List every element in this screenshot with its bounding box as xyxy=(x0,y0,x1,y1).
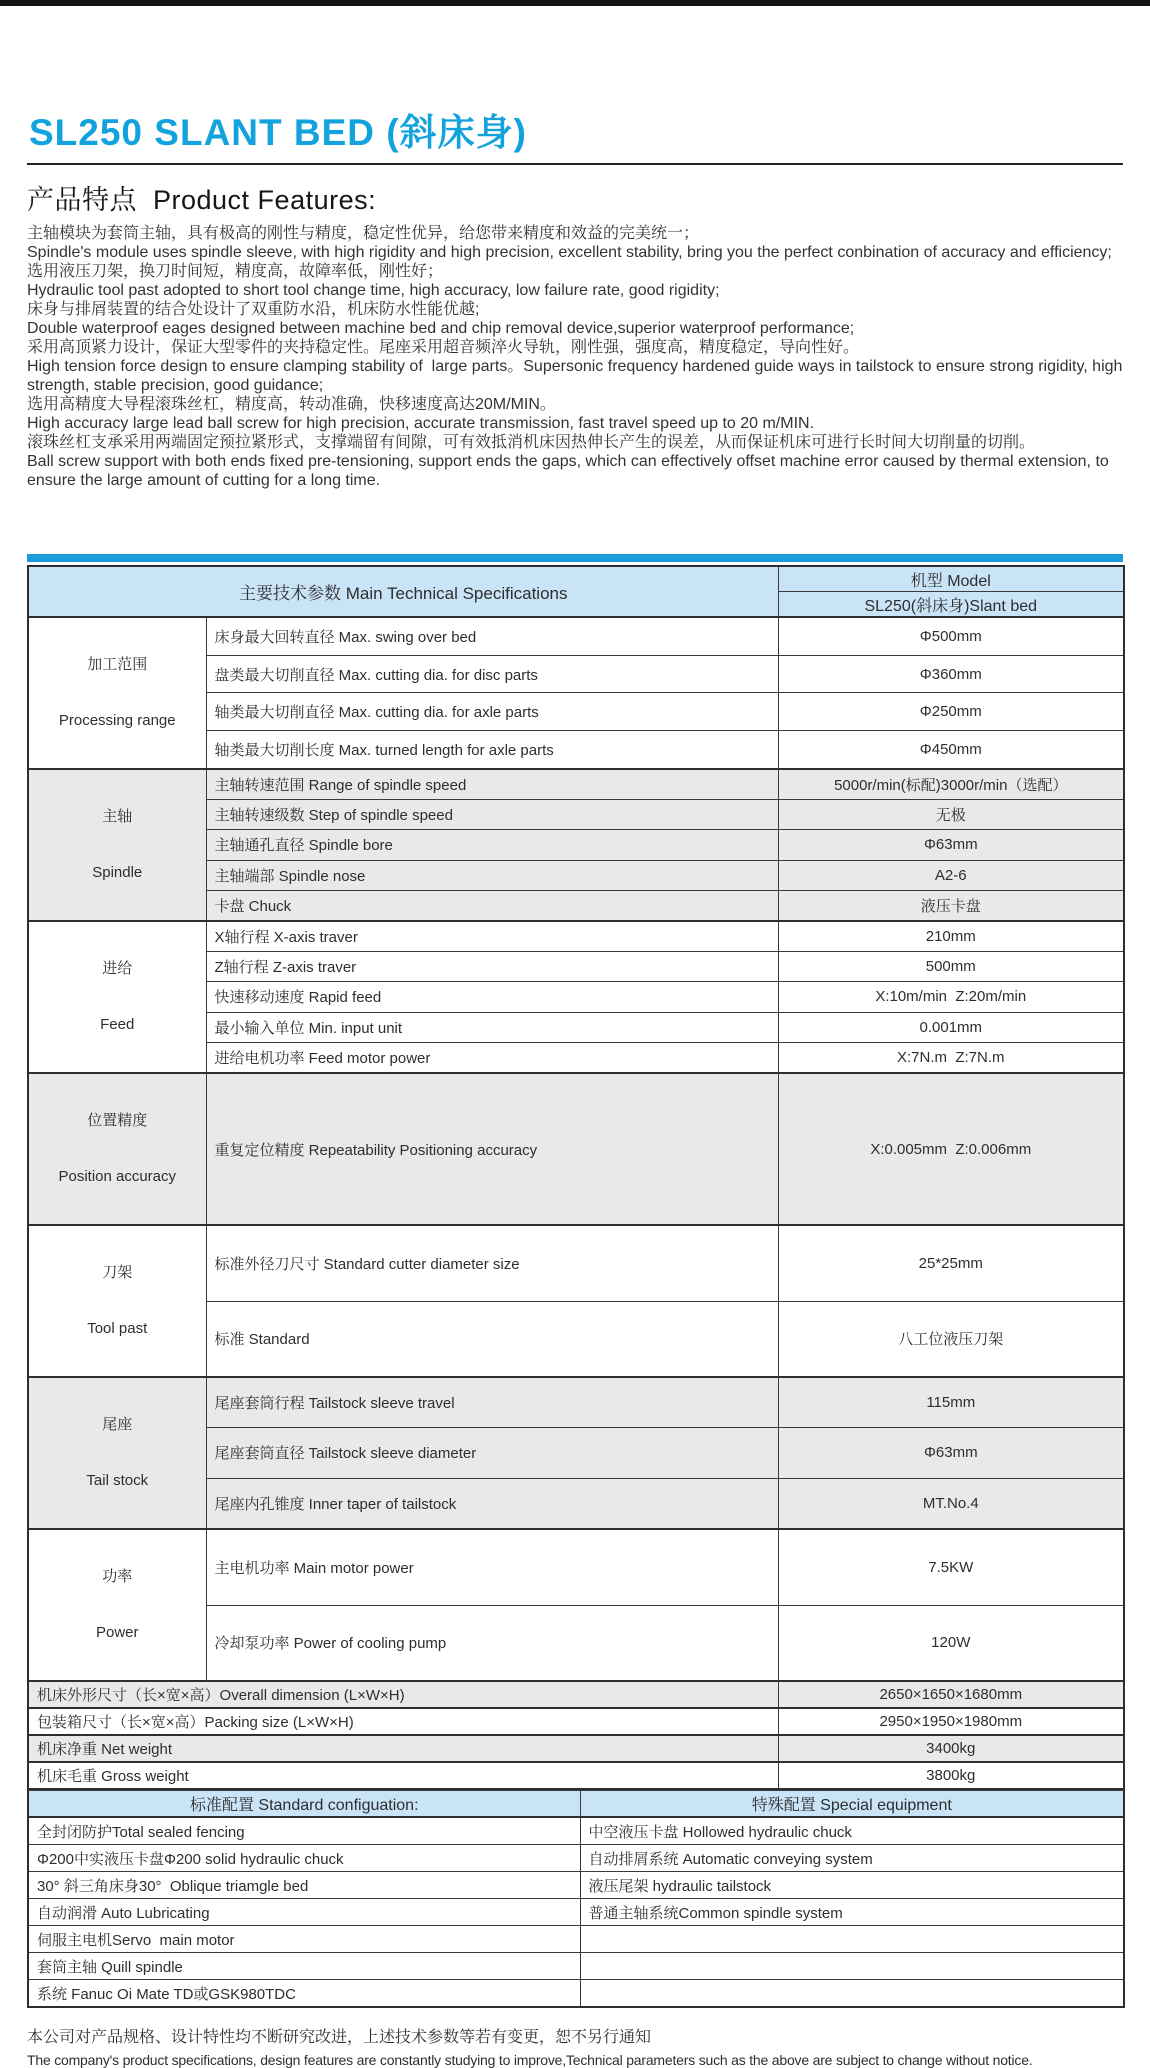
spec-value: 2650×1650×1680mm xyxy=(778,1681,1124,1708)
spec-label: 最小输入单位 Min. input unit xyxy=(206,1012,778,1042)
footer-note-en: The company's product specifications, design features are constantly studying to improve,Technical parameters such as the above are subject to change without notice. xyxy=(27,2052,1033,2068)
table-row xyxy=(28,1817,1124,1845)
spec-value: 无极 xyxy=(778,800,1124,830)
standard-config-item: 伺服主电机Servo main motor xyxy=(28,1926,580,1953)
spec-value: Φ63mm xyxy=(778,1428,1124,1478)
footer-note xyxy=(27,2024,1123,2068)
spec-header-model: 机型 Model xyxy=(778,566,1124,592)
spec-label: 标准 Standard xyxy=(206,1301,778,1377)
feature-line: Double waterproof eages designed between machine bed and chip removal device,superior waterproof performance; xyxy=(27,320,855,337)
page-content xyxy=(27,6,1127,2068)
special-equipment-item: 自动排屑系统 Automatic conveying system xyxy=(580,1845,1124,1872)
spec-label: 盘类最大切削直径 Max. cutting dia. for disc parts xyxy=(206,655,778,693)
spec-value: 3800kg xyxy=(778,1762,1124,1789)
spec-value: Φ250mm xyxy=(778,693,1124,731)
category-cell-tail-stock xyxy=(28,1377,206,1529)
spec-value: X:0.005mm Z:0.006mm xyxy=(778,1073,1124,1225)
spec-label: 进给电机功率 Feed motor power xyxy=(206,1042,778,1073)
config-header-row xyxy=(28,1791,1124,1818)
spec-value: 2950×1950×1980mm xyxy=(778,1708,1124,1735)
table-row xyxy=(28,1872,1124,1899)
table-row xyxy=(28,921,1124,952)
spec-label: 卡盘 Chuck xyxy=(206,890,778,921)
category-en: Power xyxy=(95,1623,139,1641)
spec-value: Φ360mm xyxy=(778,655,1124,693)
feature-line: High accuracy large lead ball screw for high precision, accurate transmission, fast travel speed up to 20 m/MIN. xyxy=(27,415,815,432)
table-row xyxy=(28,1926,1124,1953)
spec-label: 床身最大回转直径 Max. swing over bed xyxy=(206,617,778,655)
spec-header-row xyxy=(28,566,1124,592)
special-equipment-item xyxy=(580,1953,1124,1980)
spec-value: 3400kg xyxy=(778,1735,1124,1762)
category-cell-tool-past xyxy=(28,1225,206,1377)
spec-value: 115mm xyxy=(778,1377,1124,1428)
category-en: Processing range xyxy=(58,711,176,729)
category-cn: 主轴 xyxy=(102,807,133,825)
category-cn: 刀架 xyxy=(102,1263,133,1281)
spec-label: 重复定位精度 Repeatability Positioning accuracy xyxy=(206,1073,778,1225)
spec-value: 500mm xyxy=(778,952,1124,982)
table-row xyxy=(28,1377,1124,1428)
special-equipment-item: 中空液压卡盘 Hollowed hydraulic chuck xyxy=(580,1817,1124,1845)
spec-label: 主轴通孔直径 Spindle bore xyxy=(206,830,778,860)
spec-label: Z轴行程 Z-axis traver xyxy=(206,952,778,982)
standard-config-item: 全封闭防护Total sealed fencing xyxy=(28,1817,580,1845)
spec-header-left: 主要技术参数 Main Technical Specifications xyxy=(28,566,778,617)
spec-value: MT.No.4 xyxy=(778,1478,1124,1529)
table-row xyxy=(28,1529,1124,1605)
category-cell-power xyxy=(28,1529,206,1681)
special-equipment-header: 特殊配置 Special equipment xyxy=(580,1791,1124,1818)
spec-value: 5000r/min(标配)3000r/min（选配） xyxy=(778,769,1124,800)
special-equipment-item: 普通主轴系统Common spindle system xyxy=(580,1899,1124,1926)
category-en: Tool past xyxy=(87,1319,148,1337)
table-row xyxy=(28,1225,1124,1301)
spec-label: 机床净重 Net weight xyxy=(28,1735,778,1762)
table-row xyxy=(28,1845,1124,1872)
spec-value: Φ63mm xyxy=(778,830,1124,860)
standard-config-item: 系统 Fanuc Oi Mate TD或GSK980TDC xyxy=(28,1980,580,2008)
spec-label: 主轴转速级数 Step of spindle speed xyxy=(206,800,778,830)
feature-line: Ball screw support with both ends fixed pre-tensioning, support ends the gaps, which can effectively offset machine error caused by thermal extension, to ensure the large amount of cutting for a long time. xyxy=(27,453,1114,489)
category-en: Spindle xyxy=(92,863,143,881)
category-cell-spindle xyxy=(28,769,206,921)
spec-value: A2-6 xyxy=(778,860,1124,890)
spec-value: X:7N.m Z:7N.m xyxy=(778,1042,1124,1073)
table-row xyxy=(28,1762,1124,1789)
feature-line: High tension force design to ensure clamping stability of large parts。Supersonic frequency hardened guide ways in tailstock to ensure strong rigidity, high strength, stable precision, good guidance; xyxy=(27,358,1127,394)
spec-label: 尾座内孔锥度 Inner taper of tailstock xyxy=(206,1478,778,1529)
standard-config-item: Φ200中实液压卡盘Φ200 solid hydraulic chuck xyxy=(28,1845,580,1872)
category-cell-position-accuracy xyxy=(28,1073,206,1225)
category-en: Tail stock xyxy=(86,1471,149,1489)
category-cn: 加工范围 xyxy=(87,655,148,673)
standard-config-item: 自动润滑 Auto Lubricating xyxy=(28,1899,580,1926)
spec-value: 120W xyxy=(778,1605,1124,1681)
spec-label: 标准外径刀尺寸 Standard cutter diameter size xyxy=(206,1225,778,1301)
spec-label: X轴行程 X-axis traver xyxy=(206,921,778,952)
spec-value: 0.001mm xyxy=(778,1012,1124,1042)
spec-value: 210mm xyxy=(778,921,1124,952)
table-row xyxy=(28,1735,1124,1762)
spec-value: Φ500mm xyxy=(778,617,1124,655)
spec-value: 液压卡盘 xyxy=(778,890,1124,921)
feature-line: 选用高精度大导程滚珠丝杠，精度高，转动准确，快移速度高达20M/MIN。 xyxy=(27,396,556,413)
spec-label: 尾座套筒直径 Tailstock sleeve diameter xyxy=(206,1428,778,1478)
table-row xyxy=(28,1073,1124,1225)
feature-line: Hydraulic tool past adopted to short tool change time, high accuracy, low failure rate, good rigidity; xyxy=(27,282,720,299)
standard-config-item: 30° 斜三角床身30° Oblique triamgle bed xyxy=(28,1872,580,1899)
feature-line: 主轴模块为套筒主轴，具有极高的刚性与精度，稳定性优异，给您带来精度和效益的完美统一； xyxy=(27,225,700,242)
spec-label: 主轴端部 Spindle nose xyxy=(206,860,778,890)
table-row xyxy=(28,1681,1124,1708)
spec-label: 机床外形尺寸（长×宽×高）Overall dimension (L×W×H) xyxy=(28,1681,778,1708)
category-cell-processing-range xyxy=(28,617,206,769)
category-cn: 位置精度 xyxy=(87,1111,148,1129)
special-equipment-item: 液压尾架 hydraulic tailstock xyxy=(580,1872,1124,1899)
spec-label: 冷却泵功率 Power of cooling pump xyxy=(206,1605,778,1681)
spec-header-model-value: SL250(斜床身)Slant bed xyxy=(778,592,1124,618)
special-equipment-item xyxy=(580,1926,1124,1953)
table-row xyxy=(28,1953,1124,1980)
category-en: Feed xyxy=(100,1015,135,1033)
table-accent-bar xyxy=(27,554,1123,562)
spec-value: 7.5KW xyxy=(778,1529,1124,1605)
config-table xyxy=(27,1790,1125,2008)
spec-label: 轴类最大切削直径 Max. cutting dia. for axle parts xyxy=(206,693,778,731)
spec-value: 25*25mm xyxy=(778,1225,1124,1301)
features-heading: 产品特点 Product Features: xyxy=(27,185,377,215)
feature-line: 滚珠丝杠支承采用两端固定预拉紧形式，支撑端留有间隙，可有效抵消机床因热伸长产生的误差，从而保证机床可进行长时间大切削量的切削。 xyxy=(27,434,1036,451)
standard-config-item: 套筒主轴 Quill spindle xyxy=(28,1953,580,1980)
table-row xyxy=(28,617,1124,655)
features-list xyxy=(27,224,1127,490)
spec-label: 机床毛重 Gross weight xyxy=(28,1762,778,1789)
special-equipment-item xyxy=(580,1980,1124,2008)
table-row xyxy=(28,769,1124,800)
spec-label: 尾座套筒行程 Tailstock sleeve travel xyxy=(206,1377,778,1428)
feature-line: Spindle's module uses spindle sleeve, with high rigidity and high precision, excellent stability, bring you the perfect conbination of accuracy and efficiency; xyxy=(27,244,1112,261)
category-en: Position accuracy xyxy=(58,1167,177,1185)
category-cell-feed xyxy=(28,921,206,1073)
spec-value: 八工位液压刀架 xyxy=(778,1301,1124,1377)
category-cn: 尾座 xyxy=(102,1415,133,1433)
spec-table xyxy=(27,565,1125,1790)
page-title: SL250 SLANT BED (斜床身) xyxy=(27,102,1123,165)
spec-label: 快速移动速度 Rapid feed xyxy=(206,982,778,1012)
table-row xyxy=(28,1899,1124,1926)
standard-config-header: 标准配置 Standard configuation: xyxy=(28,1791,580,1818)
feature-line: 床身与排屑装置的结合处设计了双重防水沿，机床防水性能优越; xyxy=(27,301,480,318)
feature-line: 采用高顶紧力设计，保证大型零件的夹持稳定性。尾座采用超音频淬火导轨，刚性强，强度高，精度稳定，导向性好。 xyxy=(27,339,860,356)
spec-value: Φ450mm xyxy=(778,731,1124,769)
spec-label: 包装箱尺寸（长×宽×高）Packing size (L×W×H) xyxy=(28,1708,778,1735)
spec-label: 主轴转速范围 Range of spindle speed xyxy=(206,769,778,800)
feature-line: 选用液压刀架，换刀时间短，精度高，故障率低，刚性好； xyxy=(27,263,444,280)
table-row xyxy=(28,1980,1124,2008)
spec-label: 主电机功率 Main motor power xyxy=(206,1529,778,1605)
category-cn: 进给 xyxy=(102,959,133,977)
table-row xyxy=(28,1708,1124,1735)
footer-note-cn: 本公司对产品规格、设计特性均不断研究改进，上述技术参数等若有变更，恕不另行通知 xyxy=(27,2029,652,2046)
category-cn: 功率 xyxy=(102,1567,133,1585)
spec-value: X:10m/min Z:20m/min xyxy=(778,982,1124,1012)
spec-label: 轴类最大切削长度 Max. turned length for axle parts xyxy=(206,731,778,769)
